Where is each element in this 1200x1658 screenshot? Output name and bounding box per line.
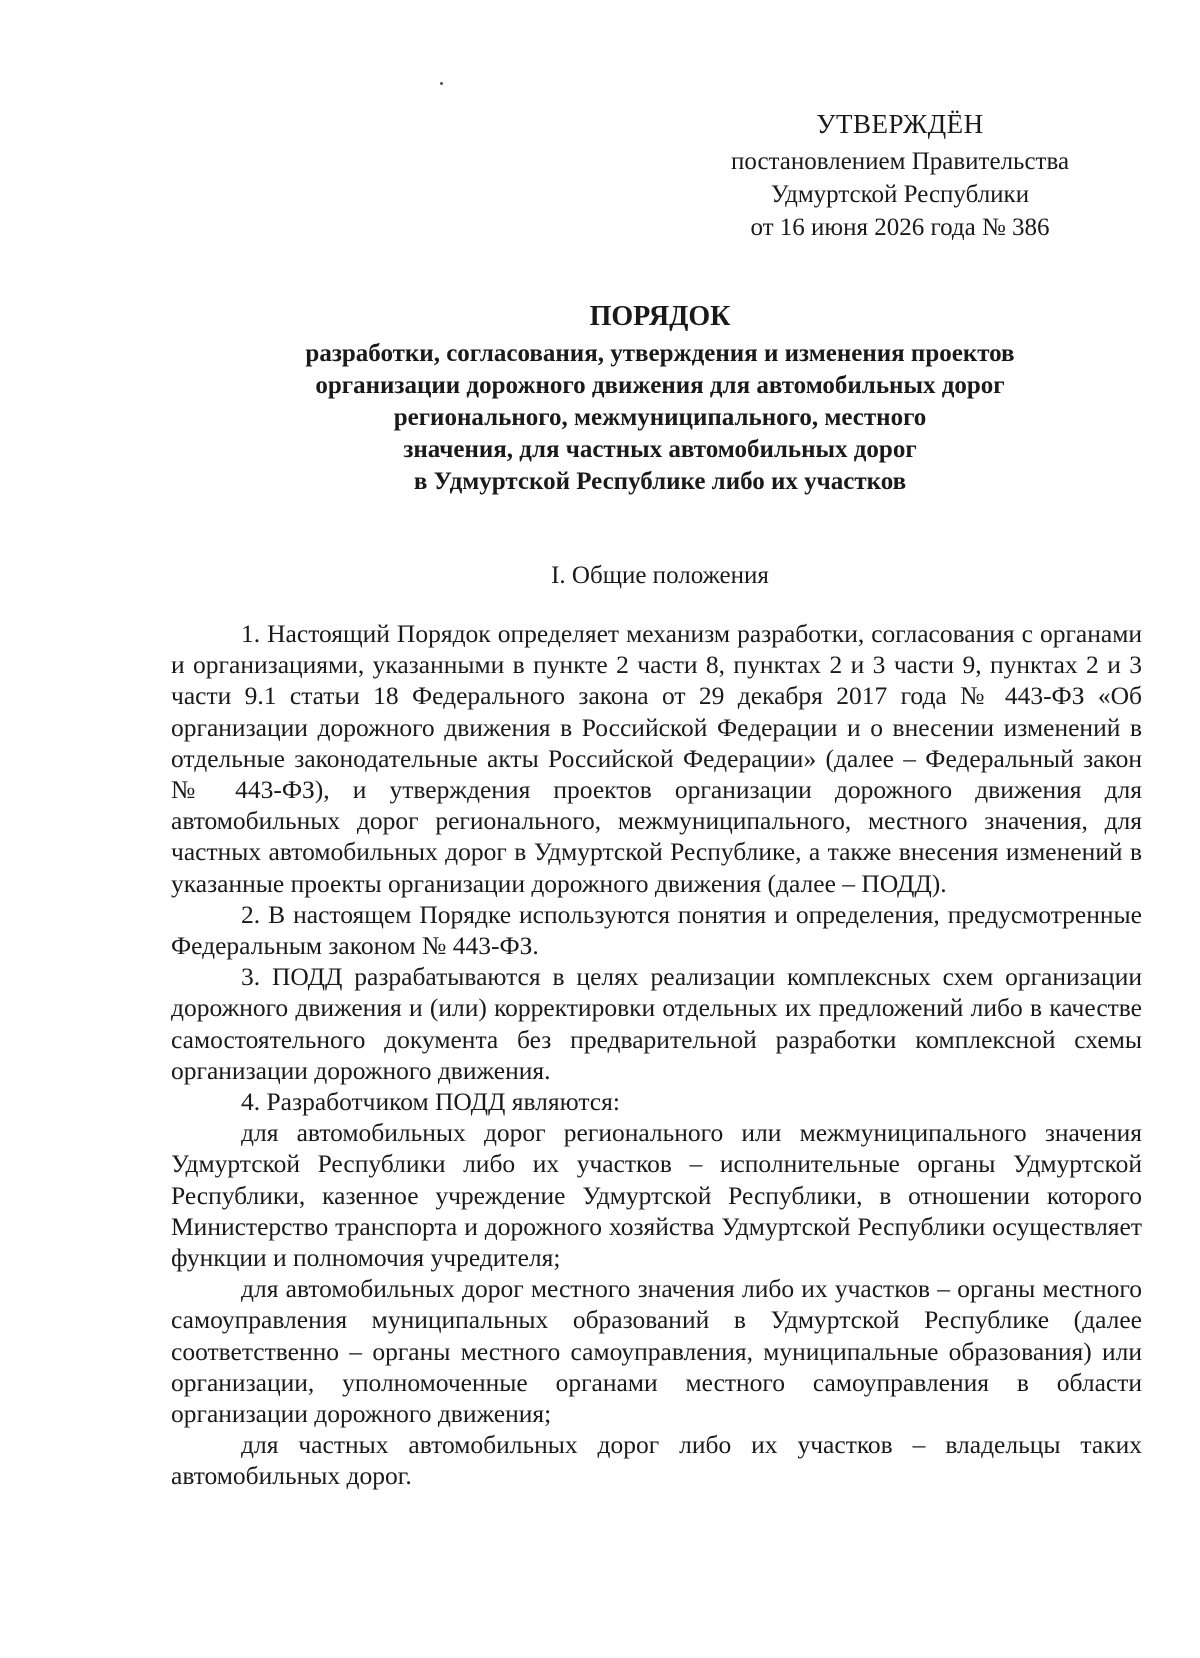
title-line: в Удмуртской Республике либо их участков	[413, 468, 907, 495]
document-title	[180, 298, 1140, 498]
paragraph-3: 3. ПОДД разрабатываются в целях реализации комплексных схем организации дорожного движения и (или) корректировки отдельных их предложений либо в качестве самостоятельного документа без предварительной разработки комплексной схемы организации дорожного движения.	[171, 962, 1142, 1085]
title-line: значения, для частных автомобильных дорог	[403, 436, 917, 463]
title-line: регионального, межмуниципального, местного	[393, 404, 927, 431]
approval-line-3: от 16 июня 2026 года № 386	[750, 214, 1050, 241]
section-heading: I. Общие положения	[551, 562, 769, 589]
approval-stamp	[700, 108, 1100, 244]
paragraph-4-local: для автомобильных дорог местного значения либо их участков – органы местного самоуправления муниципальных образований в Удмуртской Республике (далее соответственно – органы местного самоуправления, муниципальные образования) или организации, уполномоченные органами местного самоуправления в области организации дорожного движения;	[171, 1274, 1142, 1429]
title-main: ПОРЯДОК	[589, 301, 731, 332]
title-line: разработки, согласования, утверждения и изменения проектов	[305, 340, 1015, 367]
approval-line-1: постановлением Правительства	[730, 148, 1070, 175]
paragraph-4-private: для частных автомобильных дорог либо их участков – владельцы таких автомобильных дорог.	[171, 1430, 1142, 1491]
title-line: организации дорожного движения для автомобильных дорог	[315, 372, 1005, 399]
paragraph-1: 1. Настоящий Порядок определяет механизм разработки, согласования с органами и организациями, указанными в пункте 2 части 8, пунктах 2 и 3 части 9, пунктах 2 и 3 части 9.1 статьи 18 Федерального закона от 29 декабря 2017 года № 443-ФЗ «Об организации дорожного движения в Российской Федерации и о внесении изменений в отдельные законодательные акты Российской Федерации» (далее – Федеральный закон № 443-ФЗ), и утверждения проектов организации дорожного движения для автомобильных дорог регионального, межмуниципального, местного значения, для частных автомобильных дорог в Удмуртской Республике, а также внесения изменений в указанные проекты организации дорожного движения (далее – ПОДД).	[171, 619, 1142, 898]
approval-heading: УТВЕРЖДЁН	[816, 109, 984, 139]
paragraph-4-regional: для автомобильных дорог регионального или межмуниципального значения Удмуртской Республики либо их участков – исполнительные органы Удмуртской Республики, казенное учреждение Удмуртской Республики, в отношении которого Министерство транспорта и дорожного хозяйства Удмуртской Республики осуществляет функции и полномочия учредителя;	[171, 1118, 1142, 1273]
scan-artifact	[440, 82, 443, 85]
document-body	[171, 618, 1142, 1492]
approval-line-2: Удмуртской Республики	[770, 181, 1030, 208]
paragraph-2: 2. В настоящем Порядке используются понятия и определения, предусмотренные Федеральным законом № 443-ФЗ.	[171, 899, 1142, 961]
paragraph-4: 4. Разработчиком ПОДД являются:	[241, 1087, 620, 1117]
